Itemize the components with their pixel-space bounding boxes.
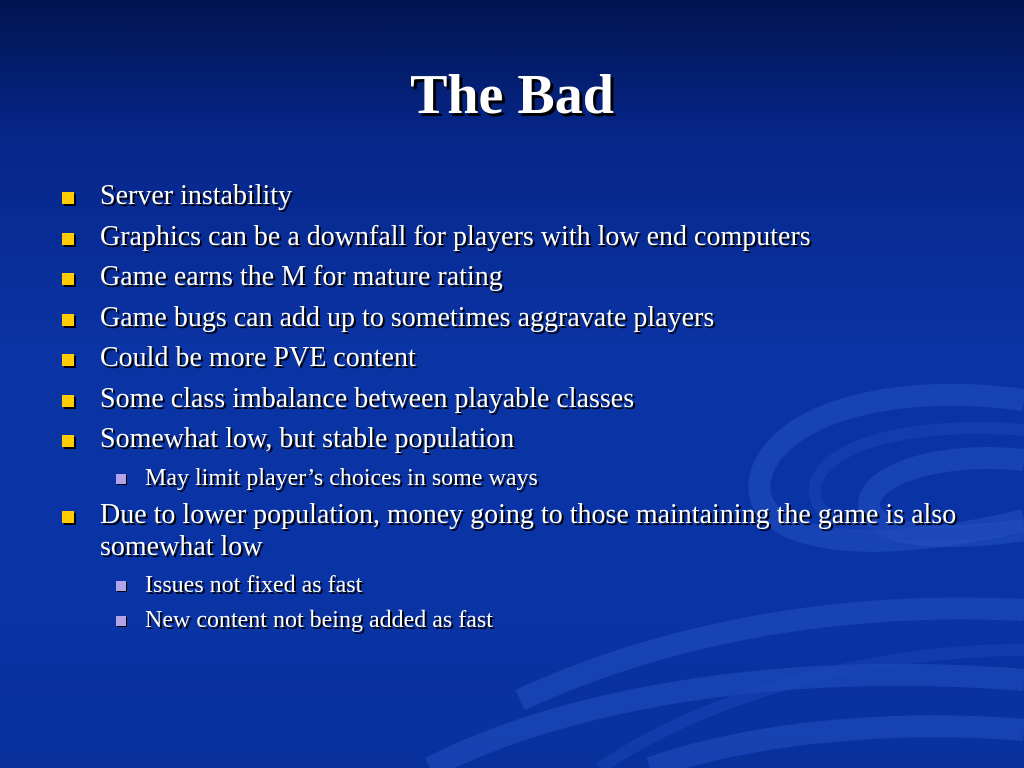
- lavender-square-bullet-icon: [116, 616, 126, 626]
- bullet-item: [62, 221, 962, 253]
- lavender-square-bullet-icon: [116, 581, 126, 591]
- bullet-text: Somewhat low, but stable population: [100, 423, 515, 454]
- yellow-square-bullet-icon: [62, 395, 74, 407]
- bullet-item: [62, 261, 962, 293]
- yellow-square-bullet-icon: [62, 273, 74, 285]
- sub-bullet-item: [62, 571, 962, 599]
- yellow-square-bullet-icon: [62, 314, 74, 326]
- lavender-square-bullet-icon: [116, 474, 126, 484]
- sub-bullet-item: [62, 464, 962, 492]
- bullet-item: [62, 423, 962, 455]
- sub-bullet-item: [62, 606, 962, 634]
- bullet-item: [62, 383, 962, 415]
- sub-bullet-text: May limit player’s choices in some ways: [145, 464, 538, 491]
- bullet-item: [62, 302, 962, 334]
- bullet-list: [62, 180, 962, 641]
- sub-bullet-text: New content not being added as fast: [145, 607, 493, 633]
- bullet-item: [62, 499, 962, 563]
- bullet-item: [62, 180, 962, 212]
- bullet-text: Graphics can be a downfall for players with low end computers: [100, 220, 811, 252]
- bullet-item: [62, 342, 962, 374]
- slide-title: The Bad: [410, 64, 614, 126]
- yellow-square-bullet-icon: [62, 435, 74, 447]
- yellow-square-bullet-icon: [62, 233, 74, 245]
- bullet-text: Server instability: [100, 180, 293, 211]
- sub-bullet-text: Issues not fixed as fast: [145, 572, 363, 598]
- bullet-text: Due to lower population, money going to those maintaining the game is also somewhat low: [100, 498, 957, 562]
- bullet-text: Game bugs can add up to sometimes aggravate players: [100, 301, 715, 333]
- yellow-square-bullet-icon: [62, 192, 74, 204]
- yellow-square-bullet-icon: [62, 511, 74, 523]
- bullet-text: Some class imbalance between playable classes: [100, 382, 635, 414]
- yellow-square-bullet-icon: [62, 354, 74, 366]
- bullet-text: Could be more PVE content: [100, 342, 416, 373]
- bullet-text: Game earns the M for mature rating: [100, 261, 503, 292]
